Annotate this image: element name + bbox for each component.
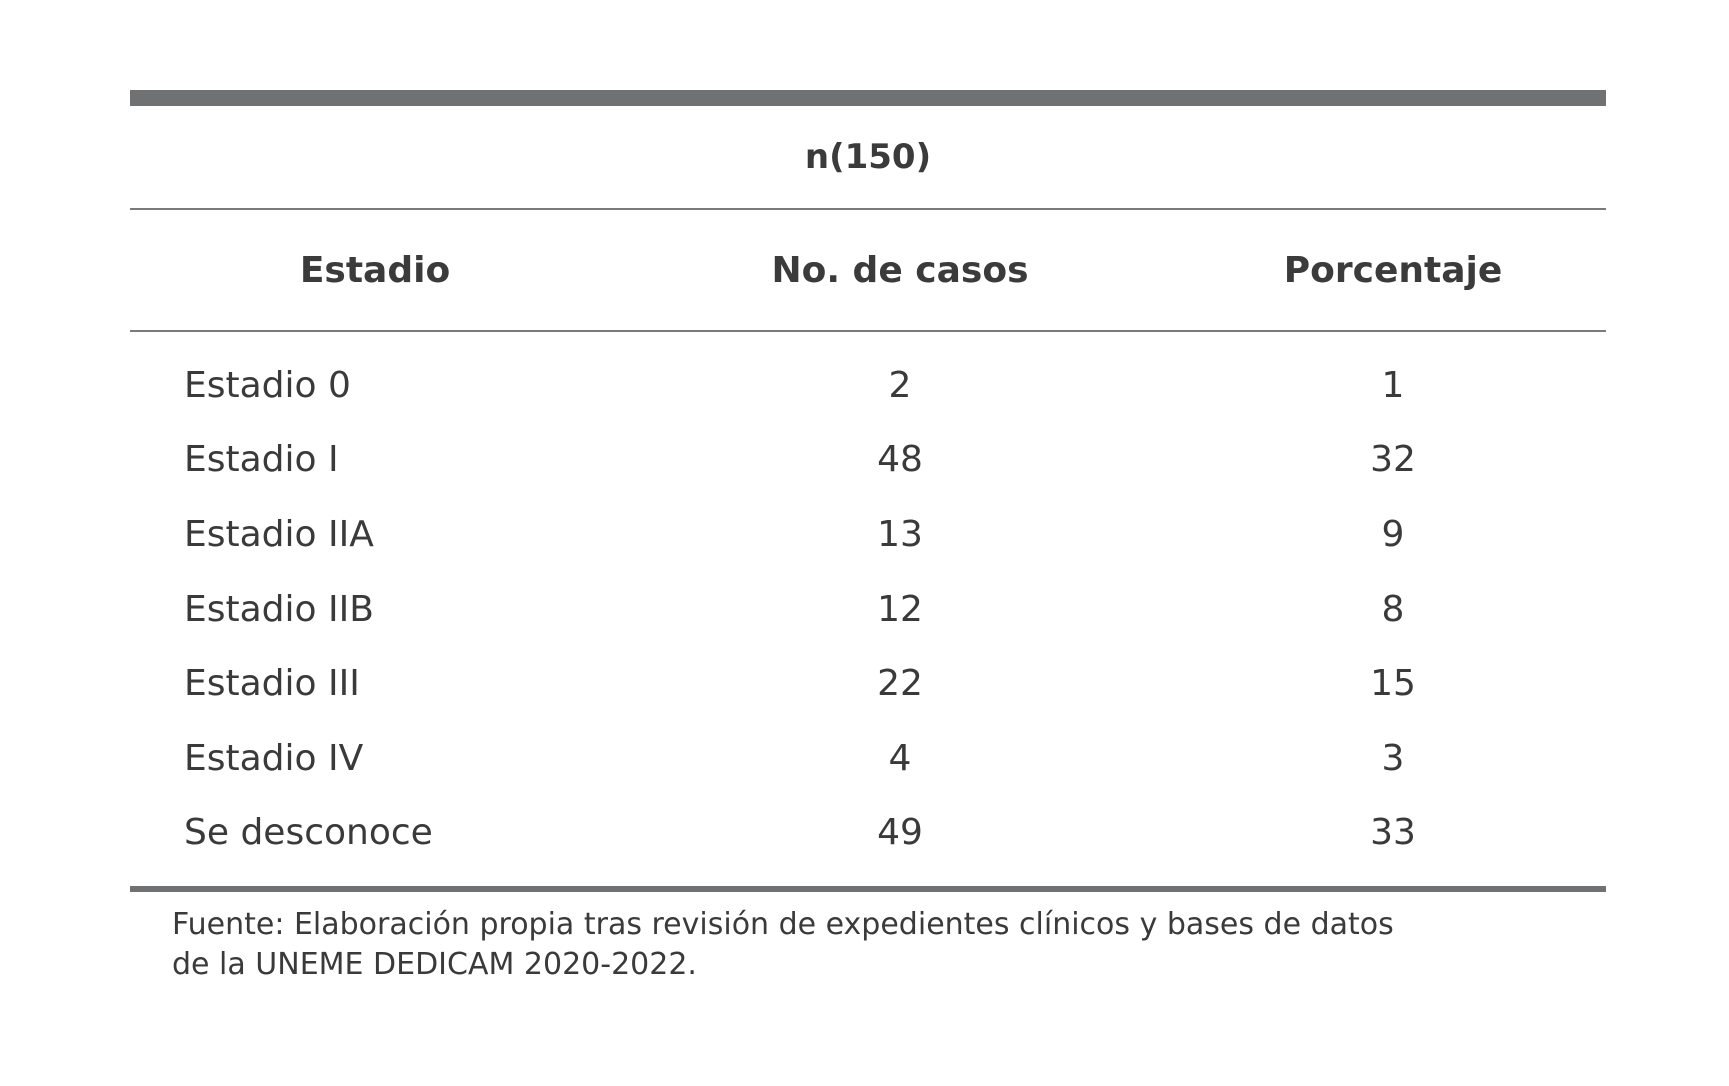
cell-estadio: Estadio IV bbox=[184, 737, 364, 779]
footnote-line-1: Fuente: Elaboración propia tras revisión de expedientes clínicos y bases de datos bbox=[172, 907, 1394, 942]
table-caption: n(150) bbox=[804, 137, 932, 177]
header-porcentaje: Porcentaje bbox=[1283, 249, 1503, 291]
table-row bbox=[130, 721, 1606, 796]
cell-porcentaje: 1 bbox=[1381, 364, 1405, 406]
cell-porcentaje: 9 bbox=[1381, 513, 1405, 555]
table-top-rule bbox=[130, 90, 1606, 106]
cell-estadio: Estadio III bbox=[184, 663, 360, 705]
cell-estadio: Se desconoce bbox=[184, 812, 433, 854]
table-row bbox=[130, 348, 1606, 423]
cell-porcentaje: 8 bbox=[1381, 588, 1405, 630]
cell-porcentaje: 33 bbox=[1370, 812, 1416, 854]
cell-estadio: Estadio IIB bbox=[184, 588, 374, 630]
table-body bbox=[130, 332, 1606, 886]
table-row bbox=[130, 646, 1606, 721]
cell-estadio: Estadio 0 bbox=[184, 364, 351, 406]
table-row bbox=[130, 572, 1606, 647]
header-estadio: Estadio bbox=[299, 249, 451, 291]
cell-estadio: Estadio IIA bbox=[184, 513, 374, 555]
cell-casos: 12 bbox=[877, 588, 923, 630]
cell-casos: 2 bbox=[888, 364, 912, 406]
cell-porcentaje: 32 bbox=[1370, 439, 1416, 481]
cell-porcentaje: 15 bbox=[1370, 663, 1416, 705]
cell-casos: 4 bbox=[888, 737, 912, 779]
footnote-line-2: de la UNEME DEDICAM 2020-2022. bbox=[172, 947, 697, 982]
table-header-row bbox=[130, 210, 1606, 330]
source-footnote bbox=[172, 905, 1472, 985]
table-row bbox=[130, 497, 1606, 572]
cell-casos: 49 bbox=[877, 812, 923, 854]
cell-estadio: Estadio I bbox=[184, 439, 339, 481]
cell-casos: 48 bbox=[877, 439, 923, 481]
cell-porcentaje: 3 bbox=[1381, 737, 1405, 779]
cell-casos: 13 bbox=[877, 513, 923, 555]
table-row bbox=[130, 796, 1606, 871]
table-bottom-rule bbox=[130, 886, 1606, 892]
table-row bbox=[130, 423, 1606, 498]
cell-casos: 22 bbox=[877, 663, 923, 705]
header-no-de-casos: No. de casos bbox=[771, 249, 1029, 291]
stage-table bbox=[130, 90, 1606, 892]
